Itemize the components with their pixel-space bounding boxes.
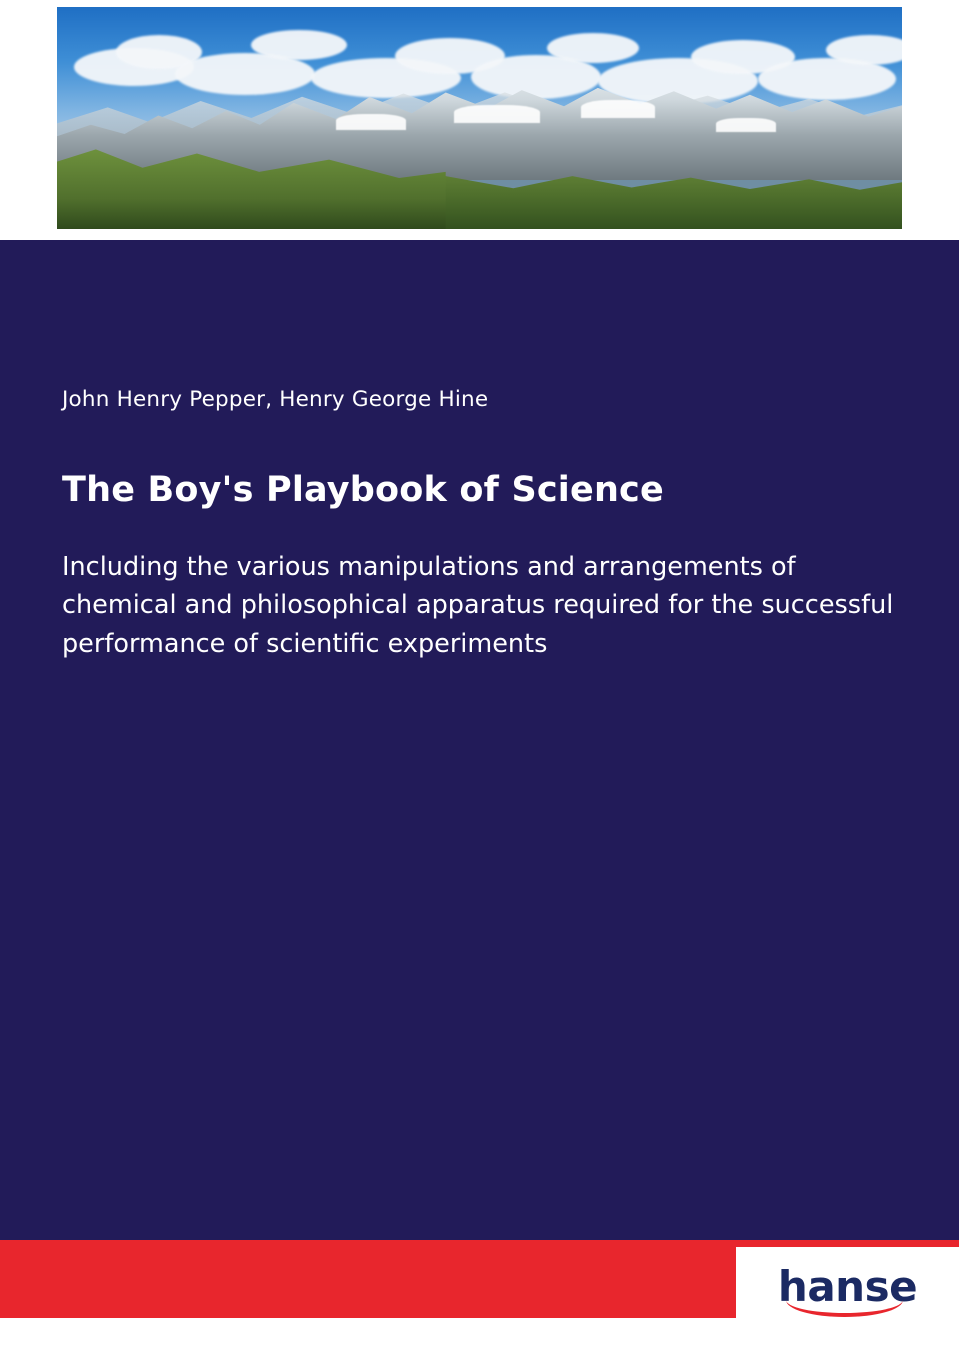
logo-swoosh-icon (786, 1300, 903, 1317)
book-title: The Boy's Playbook of Science (62, 470, 664, 510)
publisher-name: hanse (777, 1262, 918, 1311)
book-authors: John Henry Pepper, Henry George Hine (62, 387, 489, 412)
publisher-logo (736, 1247, 959, 1327)
cover-text-block (62, 387, 908, 663)
cover-body (0, 240, 959, 1240)
cover-photo (57, 7, 902, 229)
book-subtitle: Including the various manipulations and arrangements of chemical and philosophical apparatus required for the successful performance of scientific experiments (62, 552, 894, 659)
